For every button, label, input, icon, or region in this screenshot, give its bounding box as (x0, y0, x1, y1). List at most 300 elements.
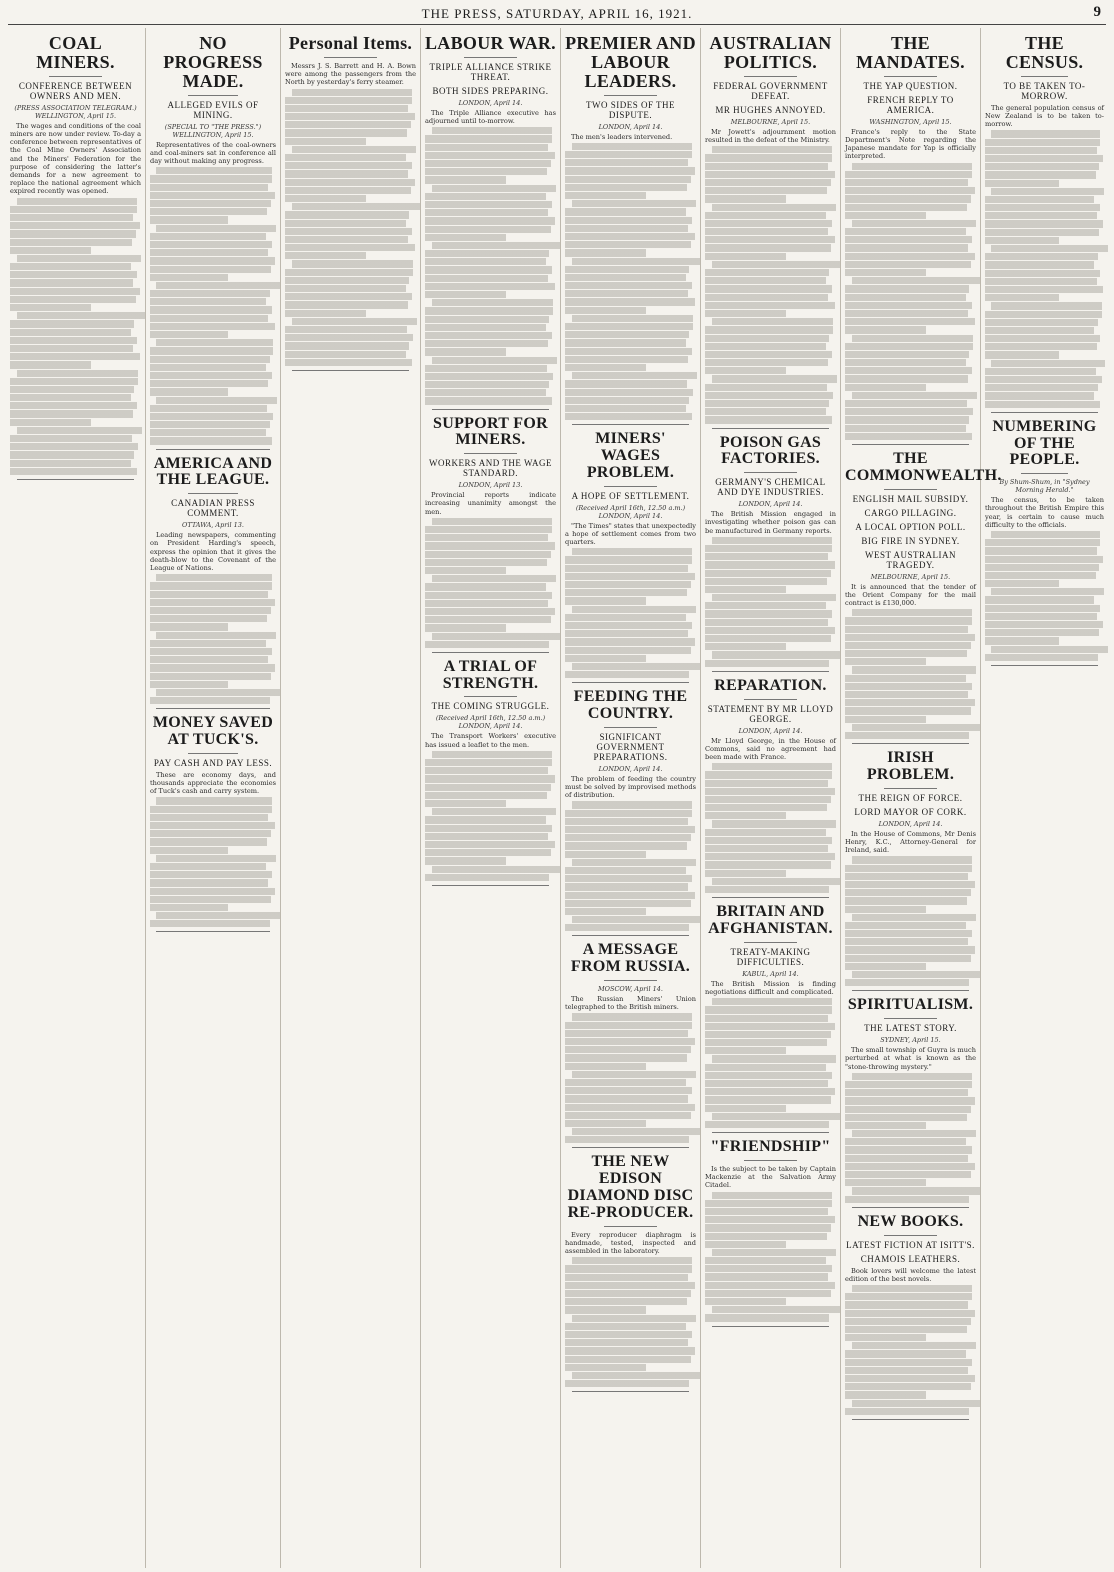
text-line (565, 225, 688, 232)
story-body: These are economy days, and thousands appreciate the economies of Tuck's cash and carry system. (150, 770, 276, 796)
text-line (572, 143, 693, 150)
text-line (705, 253, 786, 260)
text-line (156, 574, 272, 581)
text-line (705, 771, 832, 778)
text-line (705, 228, 828, 235)
text-line (425, 792, 547, 799)
text-line (845, 1359, 972, 1366)
story-dateline: By Shum-Shum, in "Sydney Morning Herald." (999, 478, 1090, 495)
text-line (565, 1306, 646, 1313)
text-line (991, 302, 1102, 309)
text-line (150, 266, 271, 273)
text-line (845, 187, 975, 194)
text-line (425, 559, 547, 566)
divider (1021, 473, 1069, 474)
story-headline: IRISH PROBLEM. (866, 749, 955, 783)
text-line (285, 138, 366, 145)
text-line (425, 168, 547, 175)
text-line (852, 1342, 976, 1349)
divider (604, 1226, 656, 1227)
text-line (150, 664, 275, 671)
text-line (845, 938, 968, 945)
text-line (10, 239, 132, 246)
divider (1021, 76, 1069, 77)
text-line (852, 392, 978, 399)
text-line (285, 170, 408, 177)
text-line (10, 419, 91, 426)
divider (884, 76, 936, 77)
text-line (845, 408, 973, 415)
text-line (150, 331, 228, 338)
text-line (845, 1106, 971, 1113)
text-line (712, 820, 836, 827)
text-line (845, 236, 972, 243)
story-subhead: MR HUGHES ANNOYED. (715, 104, 826, 115)
text-line (985, 220, 1103, 227)
text-line (565, 339, 686, 346)
column-4 (421, 28, 561, 1568)
text-line (565, 1095, 688, 1102)
text-line (852, 666, 976, 673)
text-line (425, 759, 552, 766)
text-line (565, 1038, 695, 1045)
text-line (852, 220, 976, 227)
text-line (425, 534, 548, 541)
text-line (565, 241, 691, 248)
text-line (572, 372, 698, 379)
story-body: The wages and conditions of the coal miners are now under review. To-day a conference between representatives of the Coal Mine Owners' Association and the Miners' Federation for the purpose of considering the latter's demands for a new agreement to replace the national agreement which expired recently was opened. (10, 121, 141, 196)
story-headline: THE CENSUS. (1005, 33, 1084, 72)
text-line (565, 671, 689, 678)
text-line (705, 1265, 832, 1272)
text-line (565, 151, 692, 158)
story-body: "The Times" states that unexpectedly a hope of settlement comes from two quarters. (565, 521, 696, 547)
text-line (572, 315, 694, 322)
text-line (705, 1023, 835, 1030)
text-line (425, 266, 552, 273)
story-subhead: CHAMOIS LEATHERS. (860, 1253, 961, 1264)
text-line (705, 154, 832, 161)
text-line (565, 1331, 692, 1338)
text-line (985, 327, 1094, 334)
text-line (150, 814, 268, 821)
text-line (712, 1113, 840, 1120)
text-line (705, 1039, 827, 1046)
text-line (150, 241, 272, 248)
text-line (985, 139, 1100, 146)
text-line (565, 565, 688, 572)
text-line (705, 408, 826, 415)
text-line (845, 1138, 966, 1145)
text-line (565, 364, 646, 371)
text-line (712, 1192, 833, 1199)
text-line (565, 655, 646, 662)
column-5 (561, 28, 701, 1568)
story-separator (156, 931, 269, 932)
text-line (10, 279, 133, 286)
text-line (285, 342, 409, 349)
text-line (156, 632, 276, 639)
text-line (985, 596, 1094, 603)
text-line (705, 1282, 835, 1289)
text-line (985, 286, 1103, 293)
column-3 (281, 28, 421, 1568)
text-line (845, 626, 968, 633)
text-line (285, 277, 409, 284)
story-separator (712, 897, 830, 898)
story-body: In the House of Commons, Mr Denis Henry, K.C., Attorney-General for Ireland, said. (845, 829, 976, 855)
text-line (285, 351, 406, 358)
text-line (432, 518, 553, 525)
text-line (852, 914, 976, 921)
text-line (705, 660, 829, 667)
text-line (712, 318, 834, 325)
text-line (285, 285, 406, 292)
story-subhead: BOTH SIDES PREPARING. (432, 85, 549, 96)
story-subhead: SIGNIFICANT GOVERNMENT PREPARATIONS. (593, 731, 668, 762)
text-line (705, 416, 832, 423)
text-line (285, 334, 413, 341)
text-line (425, 616, 551, 623)
text-line (985, 539, 1100, 546)
story-dateline: (Received April 16th, 12.50 a.m.) LONDON, April 14. (575, 503, 686, 520)
story-headline: MINERS' WAGES PROBLEM. (586, 430, 675, 481)
text-line (565, 1347, 695, 1354)
story-body: The problem of feeding the country must be solved by improvised methods of distribution. (565, 774, 696, 800)
masthead-title: THE PRESS, SATURDAY, APRIL 16, 1921. (421, 6, 693, 21)
story-body: Is the subject to be taken by Captain Mackenzie at the Salvation Army Citadel. (705, 1164, 836, 1190)
text-line (150, 216, 228, 223)
story-dateline: MOSCOW, April 14. (598, 985, 663, 994)
text-line (705, 1298, 786, 1305)
text-line (150, 806, 272, 813)
masthead (8, 4, 1106, 25)
text-line (985, 384, 1098, 391)
text-line (10, 410, 133, 417)
text-line (285, 97, 412, 104)
text-line (572, 1372, 700, 1379)
text-line (845, 1146, 972, 1153)
story-separator (712, 1132, 830, 1133)
text-line (565, 1380, 689, 1387)
text-line (10, 460, 131, 467)
text-line (150, 920, 270, 927)
text-line (285, 293, 412, 300)
text-line (565, 192, 646, 199)
text-line (845, 1171, 971, 1178)
text-line (705, 1080, 828, 1087)
text-line (705, 1096, 831, 1103)
text-line (845, 946, 975, 953)
text-line (845, 285, 969, 292)
text-line (845, 873, 968, 880)
text-line (845, 650, 967, 657)
text-line (565, 389, 693, 396)
text-line (150, 429, 266, 436)
story-headline: LABOUR WAR. (425, 33, 556, 53)
divider (744, 472, 796, 473)
text-line (565, 380, 687, 387)
text-line (572, 1128, 700, 1135)
text-line (565, 1282, 695, 1289)
text-line (292, 260, 414, 267)
text-line (705, 853, 835, 860)
text-line (565, 323, 693, 330)
text-line (565, 589, 687, 596)
text-line (712, 261, 840, 268)
text-line (845, 1163, 975, 1170)
text-line (10, 345, 133, 352)
text-line (425, 526, 552, 533)
text-line (292, 89, 413, 96)
text-line (150, 681, 228, 688)
text-line (425, 784, 551, 791)
text-line (985, 580, 1059, 587)
text-line (565, 176, 691, 183)
text-line (425, 275, 548, 282)
text-line (985, 163, 1099, 170)
text-line (712, 537, 833, 544)
column-2 (146, 28, 281, 1568)
text-line (150, 290, 270, 297)
story-body: Leading newspapers, commenting on President Harding's speech, express the opinion that it gives the death-blow to the Covenant of the League of Nations. (150, 531, 276, 573)
text-line (150, 648, 272, 655)
text-line (985, 278, 1097, 285)
text-line (985, 343, 1097, 350)
story-body: The men's leaders intervened. (571, 132, 673, 141)
divider (49, 76, 101, 77)
story-subhead: CANADIAN PRESS COMMENT. (171, 498, 255, 519)
text-line (705, 1121, 829, 1128)
text-line (565, 233, 695, 240)
story-headline: SPIRITUALISM. (847, 996, 974, 1014)
text-line (845, 1318, 971, 1325)
text-line (845, 1155, 968, 1162)
text-line (150, 184, 268, 191)
text-line (150, 437, 272, 444)
story-dateline: (Received April 16th, 12.50 a.m.) LONDON, April 14. (435, 714, 546, 731)
text-line (150, 208, 267, 215)
text-line (425, 348, 506, 355)
text-line (156, 167, 272, 174)
text-line (425, 217, 555, 224)
text-line (285, 187, 411, 194)
text-line (425, 283, 555, 290)
text-line (150, 615, 267, 622)
column-1 (6, 28, 146, 1568)
text-line (985, 335, 1100, 342)
text-line (425, 397, 552, 404)
text-line (845, 359, 966, 366)
text-line (565, 842, 687, 849)
text-line (425, 365, 547, 372)
text-line (425, 209, 548, 216)
text-line (150, 421, 270, 428)
text-line (705, 780, 828, 787)
story-separator (572, 1147, 690, 1148)
story-headline: "FRIENDSHIP" (710, 1138, 831, 1156)
text-line (705, 545, 832, 552)
text-line (285, 244, 415, 251)
text-line (845, 889, 971, 896)
text-line (985, 621, 1103, 628)
text-line (845, 906, 926, 913)
story-body: The Triple Alliance executive has adjourned until to-morrow. (425, 108, 556, 126)
text-line (845, 343, 973, 350)
text-line (985, 368, 1096, 375)
story-separator (432, 885, 550, 886)
divider (604, 980, 656, 981)
text-line (705, 1290, 831, 1297)
story-headline: NEW BOOKS. (857, 1212, 964, 1230)
page-number: 9 (1093, 4, 1102, 20)
text-line (425, 316, 549, 323)
text-line (150, 200, 271, 207)
text-line (845, 1334, 926, 1341)
text-line (705, 359, 828, 366)
text-line (425, 234, 506, 241)
text-line (565, 892, 695, 899)
text-line (565, 274, 686, 281)
text-line (705, 619, 828, 626)
text-line (565, 413, 692, 420)
text-line (565, 1290, 691, 1297)
text-line (565, 851, 646, 858)
story-subhead: FRENCH REPLY TO AMERICA. (867, 94, 954, 115)
text-line (150, 847, 228, 854)
text-line (285, 310, 366, 317)
text-line (10, 337, 137, 344)
text-line (565, 1022, 692, 1029)
text-line (705, 1233, 827, 1240)
text-line (150, 298, 266, 305)
text-line (150, 364, 266, 371)
story-dateline: LONDON, April 14. (598, 122, 663, 131)
text-line (705, 220, 832, 227)
text-line (845, 1081, 972, 1088)
text-line (845, 897, 967, 904)
text-line (985, 392, 1094, 399)
story-subhead: LORD MAYOR OF CORK. (854, 806, 967, 817)
story-subhead: LATEST FICTION AT ISITT'S. (846, 1239, 975, 1250)
text-line (985, 376, 1102, 383)
text-line (432, 751, 553, 758)
divider (744, 942, 796, 943)
text-line (705, 163, 828, 170)
text-line (565, 597, 646, 604)
text-line (425, 389, 546, 396)
text-line (845, 716, 926, 723)
text-line (845, 675, 966, 682)
text-line (705, 602, 826, 609)
story-separator (572, 1391, 690, 1392)
story-separator (712, 1326, 830, 1327)
text-line (852, 1285, 973, 1292)
text-line (845, 1375, 975, 1382)
text-line (432, 185, 556, 192)
text-line (10, 296, 136, 303)
text-line (705, 351, 832, 358)
text-line (565, 397, 689, 404)
story-body: The Russian Miners' Union telegraphed to the British miners. (565, 995, 696, 1012)
text-line (705, 1015, 828, 1022)
story-headline: A MESSAGE FROM RUSSIA. (570, 941, 691, 976)
text-line (285, 211, 409, 218)
text-line (991, 245, 1108, 252)
story-subhead: A HOPE OF SETTLEMENT. (571, 490, 690, 501)
text-line (425, 152, 555, 159)
text-line (10, 394, 131, 401)
text-line (425, 324, 546, 331)
text-line (565, 405, 686, 412)
text-line (705, 1006, 832, 1013)
text-line (565, 883, 688, 890)
text-line (156, 689, 279, 696)
text-line (845, 318, 975, 325)
text-line (985, 270, 1100, 277)
story-subhead: GERMANY'S CHEMICAL AND DYE INDUSTRIES. (715, 477, 826, 498)
text-line (985, 319, 1098, 326)
text-line (991, 130, 1100, 137)
text-line (432, 575, 556, 582)
text-line (425, 176, 506, 183)
text-line (425, 307, 553, 314)
story-headline: REPARATION. (714, 676, 827, 694)
text-line (425, 775, 555, 782)
text-line (712, 1306, 840, 1313)
text-line (150, 413, 273, 420)
story-body: Mr Jowett's adjournment motion resulted in the defeat of the Ministry. (705, 127, 836, 144)
text-line (565, 1054, 687, 1061)
story-headline: BRITAIN AND AFGHANISTAN. (708, 903, 833, 937)
text-line (292, 203, 420, 210)
text-line (845, 617, 972, 624)
text-line (705, 335, 829, 342)
text-line (565, 810, 692, 817)
text-line (425, 258, 546, 265)
story-headline: FEEDING THE COUNTRY. (573, 688, 688, 723)
text-line (712, 878, 840, 885)
text-line (852, 724, 980, 731)
columns-container (6, 28, 1108, 1568)
text-line (572, 1257, 693, 1264)
text-line (845, 294, 966, 301)
text-line (565, 1364, 646, 1371)
divider (744, 699, 796, 700)
text-line (150, 192, 275, 199)
divider (464, 453, 516, 454)
text-line (845, 634, 975, 641)
story-subhead: PAY CASH AND PAY LESS. (153, 757, 273, 768)
divider (188, 493, 238, 494)
text-line (565, 184, 687, 191)
text-line (10, 214, 133, 221)
text-line (845, 384, 926, 391)
text-line (845, 691, 968, 698)
text-line (565, 356, 688, 363)
text-line (845, 1097, 975, 1104)
story-subhead: WORKERS AND THE WAGE STANDARD. (429, 458, 552, 479)
text-line (705, 1208, 828, 1215)
text-line (705, 400, 829, 407)
text-line (845, 375, 968, 382)
text-line (845, 707, 971, 714)
text-line (705, 788, 835, 795)
text-line (985, 196, 1094, 203)
story-dateline: LONDON, April 13. (458, 481, 523, 490)
text-line (852, 1130, 976, 1137)
text-line (150, 830, 271, 837)
